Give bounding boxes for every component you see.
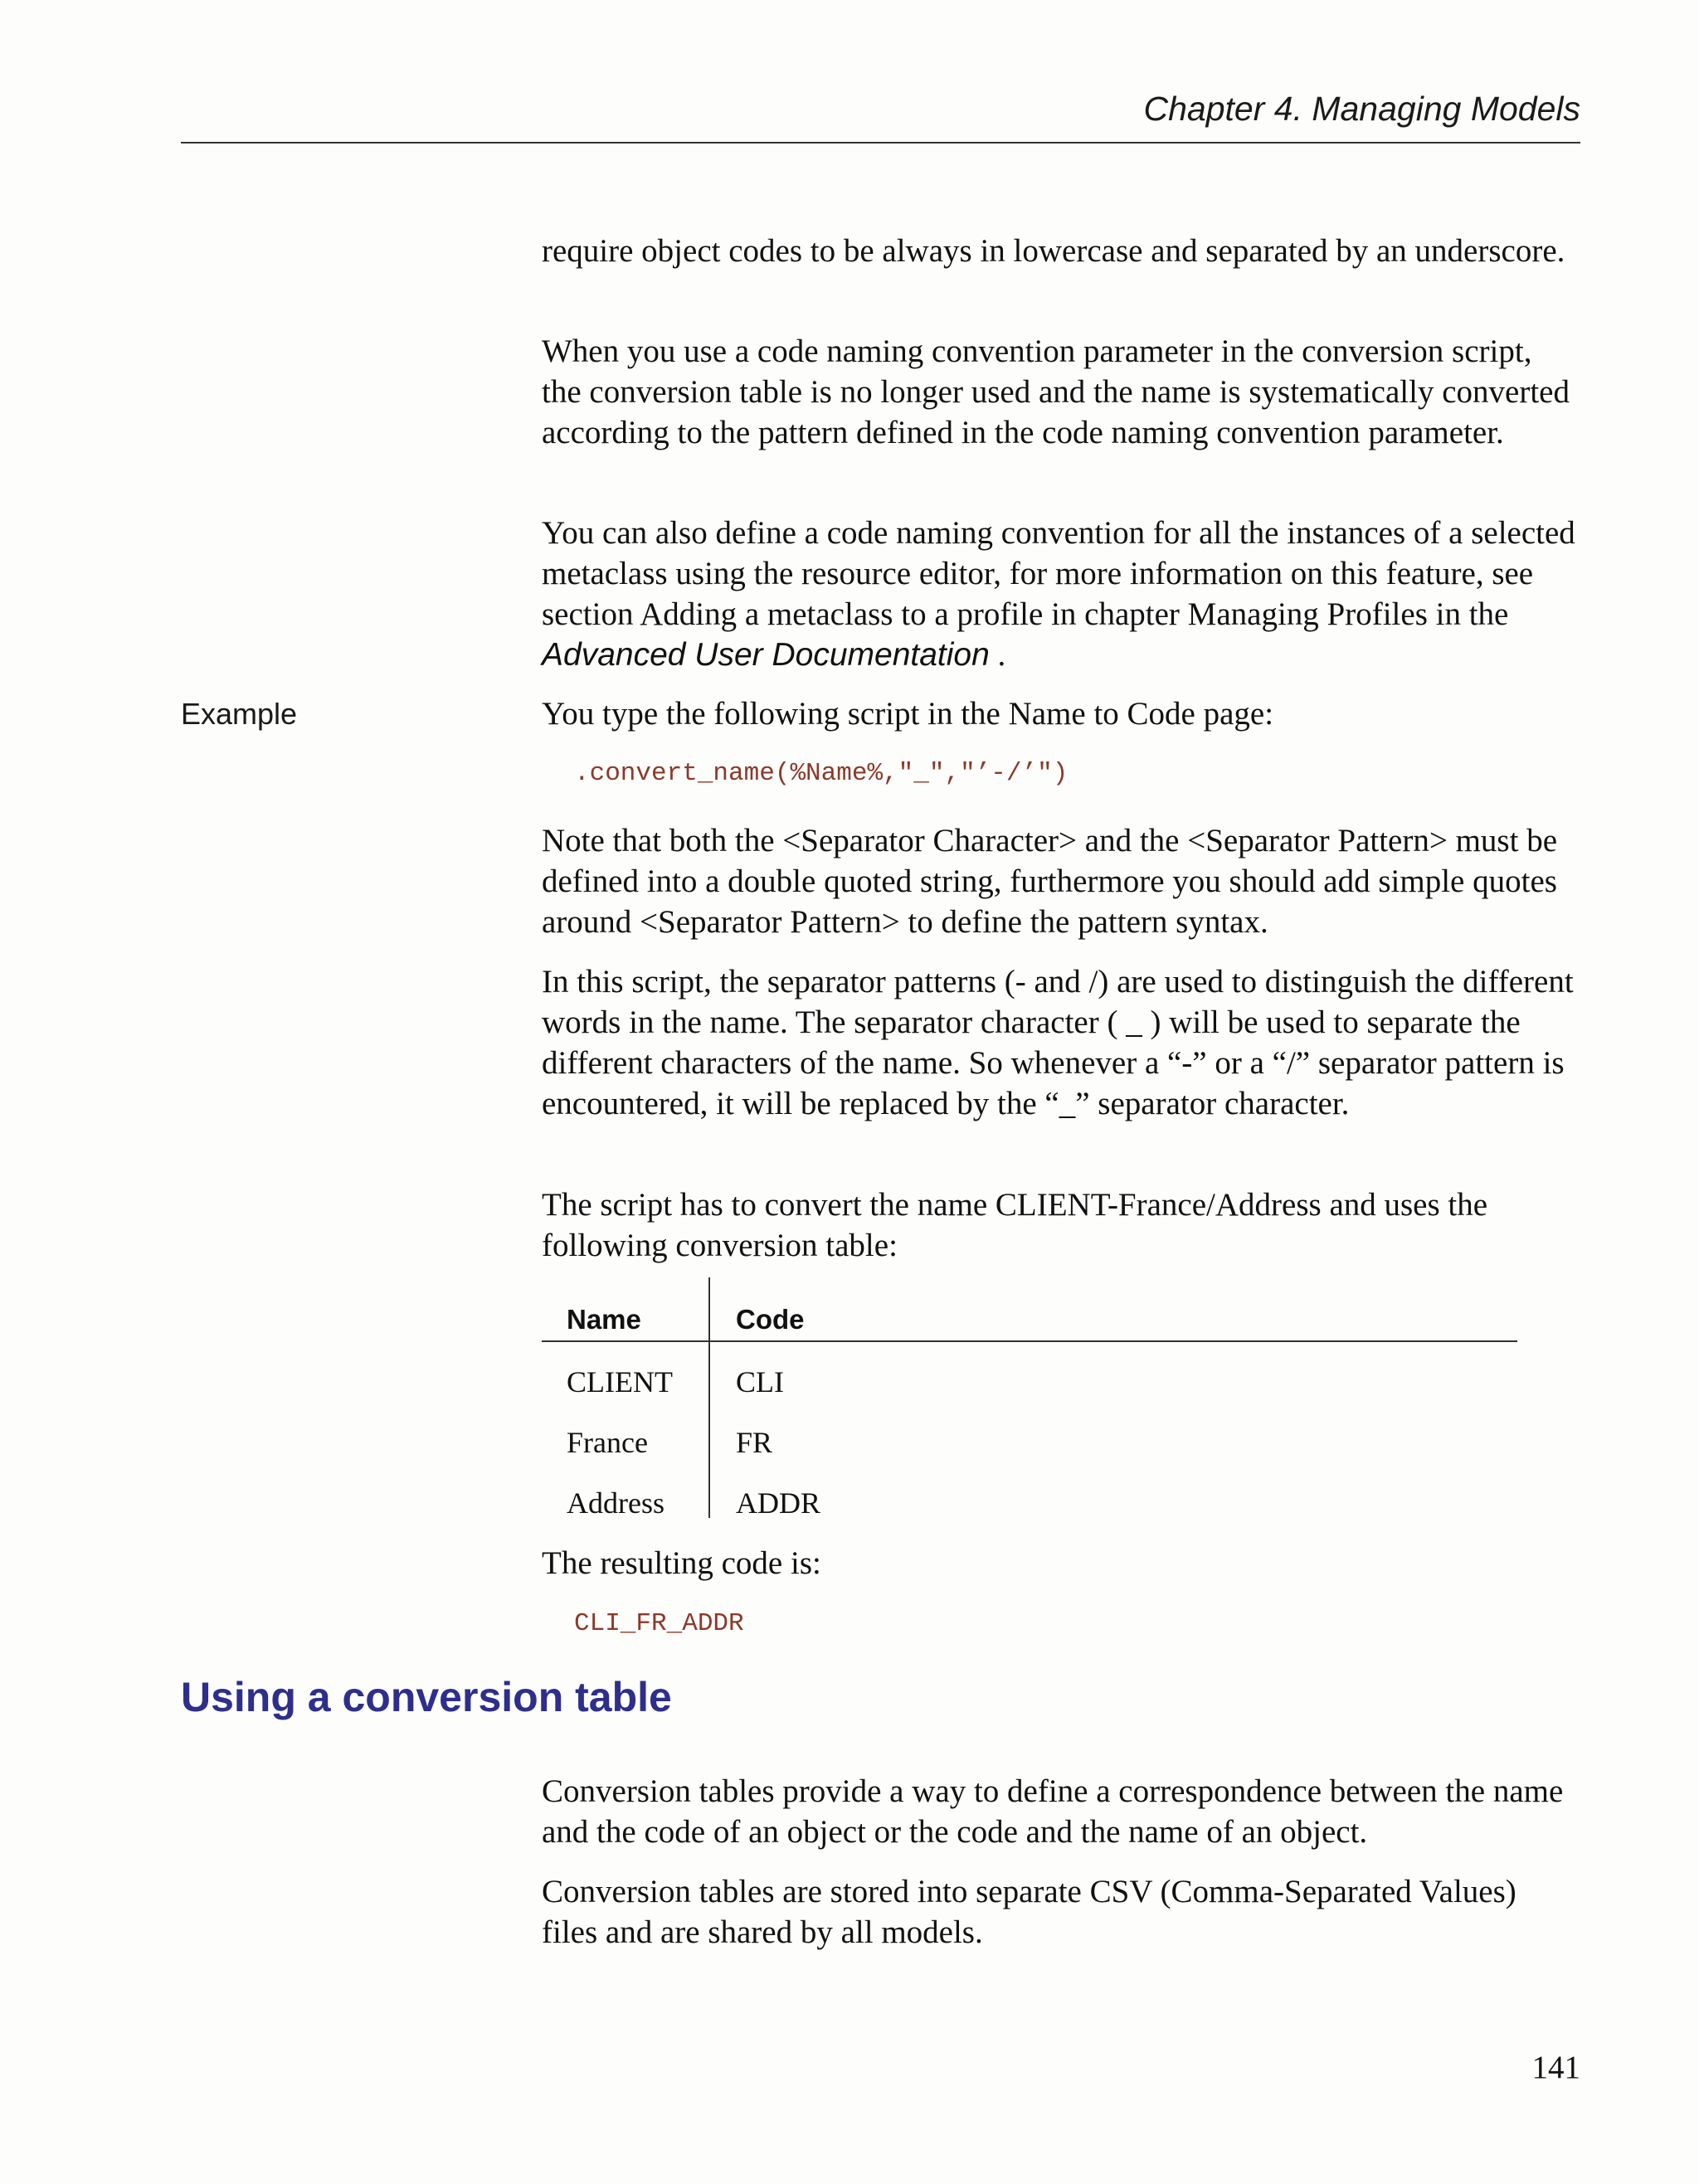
paragraph-text: Note that both the <Separator Character> and the <Separator Pattern> must be defined into a double quoted string, furthermore you should add simple quotes around <Separator Pattern> to define the pattern syntax.	[542, 823, 1558, 940]
paragraph-text	[542, 513, 1579, 675]
table-cell: CLIENT	[567, 1365, 673, 1398]
paragraph	[542, 961, 1579, 1124]
paragraph	[542, 1543, 1579, 1583]
table-column-divider	[708, 1277, 710, 1518]
table-cell: France	[567, 1426, 648, 1459]
paragraph	[542, 693, 1579, 734]
table-cell: CLI	[736, 1365, 784, 1398]
paragraph-text: Conversion tables provide a way to define a correspondence between the name and the code of an object or the code and the name of an object.	[542, 1773, 1564, 1850]
paragraph-text: require object codes to be always in lowercase and separated by an underscore.	[542, 233, 1565, 269]
paragraph-text: In this script, the separator patterns (- and /) are used to distinguish the different words in the name. The separator character ( _ ) will be used to separate the different characters of the name. So whenever a “-” or a “/” separator pattern is encountered, it will be replaced by the “_” separator character.	[542, 964, 1574, 1121]
table-cell: ADDR	[736, 1486, 821, 1520]
chapter-header: Chapter 4. Managing Models	[1143, 90, 1580, 128]
header-divider	[181, 142, 1580, 143]
paragraph-text: When you use a code naming convention parameter in the conversion script, the conversion table is no longer used and the name is systematically converted according to the pattern defined in the code naming convention parameter.	[542, 333, 1570, 450]
paragraph	[542, 820, 1579, 942]
paragraph-text-part: .	[989, 637, 1006, 673]
paragraph	[542, 513, 1579, 675]
table-cell: FR	[736, 1426, 773, 1459]
table-header-code: Code	[736, 1304, 805, 1335]
section-title: Using a conversion table	[181, 1674, 672, 1720]
conversion-table	[542, 1277, 1517, 1518]
paragraph-text-part: You can also define a code naming convention for all the instances of a selected metaclass using the resource editor, for more information on this feature, see section Adding a metaclass to a profile in chapter Managing Profiles in the	[542, 515, 1575, 632]
page-number: 141	[1531, 2050, 1580, 2085]
paragraph	[542, 331, 1579, 453]
table-cell: Address	[567, 1486, 665, 1520]
paragraph-text: Conversion tables are stored into separate CSV (Comma-Separated Values) files and are shared by all models.	[542, 1874, 1516, 1950]
paragraph-text: The script has to convert the name CLIENT-France/Address and uses the following conversion table:	[542, 1187, 1488, 1263]
paragraph	[542, 1871, 1579, 1953]
doc-reference: Advanced User Documentation	[542, 637, 990, 673]
table-header-name: Name	[567, 1304, 641, 1335]
code-snippet: .convert_name(%Name%,"_","’-/’")	[574, 759, 1069, 788]
paragraph-text: The resulting code is:	[542, 1545, 821, 1581]
paragraph	[542, 1771, 1579, 1852]
paragraph	[542, 1184, 1579, 1266]
paragraph	[542, 231, 1579, 271]
table-header-rule	[542, 1340, 1517, 1342]
code-result: CLI_FR_ADDR	[574, 1609, 744, 1638]
paragraph-text: You type the following script in the Name to Code page:	[542, 696, 1274, 732]
example-label: Example	[181, 697, 298, 731]
